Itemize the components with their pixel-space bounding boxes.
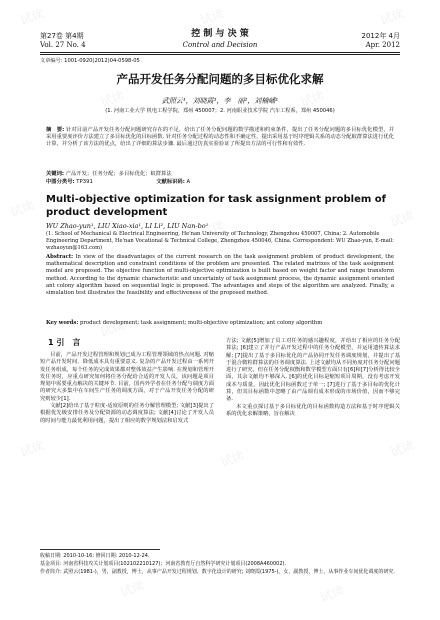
- footnote-received: 收稿日期: 2010-10-16; 修回日期: 2010-12-24.: [40, 553, 150, 559]
- watermark: 试读: [198, 218, 226, 240]
- header-journal-en: Control and Decision: [182, 41, 258, 49]
- body-paragraph: 文献[2]给出了基于粒度-适度原则的任务分解管理模型; 文献[3]提出了根据优先级安排任务及分配资源的动态调度算法; 文献[4]讨论了开发人员的时间与能力最优利用问题，提出了相应的数学规划法和启发式: [40, 403, 214, 424]
- watermark: 试读: [18, 6, 46, 28]
- keywords-cn-label: 关键词:: [46, 171, 65, 177]
- abstract-en-text: In view of the disadvantages of the current research on the task assignment problem of product development, the mathematical description and constraint conditions of the problem are presented. The related matrixes of the task assignment model are proposed. The objective function of multi-objective optimization is built based on weight factor and range transform method. According to the dynamic characteristic and uncertainty of task assignment process, the dynamic assignment oriented ant colony algorithm based on sequential logic is proposed. The advantages and steps of the algorithm are analyzed. Finally, a simulation test illustrates the feasibility and effectiveness of the proposed method.: [46, 254, 394, 297]
- paper-title-cn: 产品开发任务分配问题的多目标优化求解: [116, 72, 324, 86]
- watermark: 试读: [98, 88, 126, 110]
- body-paragraph: 方法; 文献[5]增加了员工对任务的感兴趣程度，并给出了相应的任务分配算法; [6]建立了并行产品开发过程中的任务分配模型，并运用遗传算法求解; [7]提出了基于多目标优化的产品协同开发任务调度规划，并提出了基于混合微粒群算法的任务调度算法. 上述文献均从不同角度对任务分配问题进行了研究，但在任务分配权衡和数学模型方面只有[6]和[7]分析得比较全面，其余文献均不够深入. [6]的优化目标是缩短项目周期，没有考虑开发成本与质量，因此优化目标函数过于单一; [7]进行了基于多目标的优化计算，但其目标函数中忽略了由产品调有成本形成的市场价值，因而不够完备.: [226, 338, 400, 403]
- abstract-cn: [46, 127, 394, 149]
- keywords-cn: [46, 171, 394, 178]
- abstract-cn-text: 针对目前产品开发任务分配问题研究存在的不足，给出了任务分配问题的数学描述和约束条件，提出了任务分配问题的多目标优化模型，并采用重要度评价方法建立了多目标优化的目标函数. 针对任务分配过程的动态性和不确定性，提出采用基于时序逻辑关系的动态分配蚁群算法进行优化计算，并分析了该方法的优点，给出了详细的算法步骤. 最后通过仿真实验验证了所提出方法的可行性和有效性.: [46, 127, 394, 148]
- keywords-cn-text: 产品开发；任务分配；多目标优化；蚁群算法: [65, 171, 172, 177]
- header-rule: [40, 52, 400, 53]
- header-volume-en: Vol. 27 No. 4: [40, 41, 86, 49]
- clc-label: 中图分类号:: [46, 179, 75, 185]
- watermark: 试读: [18, 438, 46, 460]
- header-journal-cn: 控 制 与 决 策: [191, 29, 249, 39]
- body-left-column: [40, 352, 214, 425]
- doc-code-label: 文献标识码:: [156, 179, 185, 185]
- abstract-cn-label: 摘 要:: [46, 127, 65, 133]
- watermark: 试读: [388, 438, 416, 460]
- header-date-cn: 2012年 4月: [361, 32, 400, 40]
- affiliation-en: (1. School of Mechanical & Electrical Engineering, He'nan University of Technology, Zhengzhou 450007, China; 2. Automobile Engineering Department, He'nan Vocational & Technical College, Zhengzhou 450046, China. Correspondent: WU Zhao-yun, E-mail: wzhaoyun@163.com): [46, 231, 394, 251]
- header-date-en: Apr. 2012: [365, 41, 400, 49]
- body-right-column: [226, 338, 400, 418]
- watermark: 试读: [318, 583, 346, 605]
- keywords-en: [46, 320, 394, 327]
- abstract-en-label: Abstract:: [46, 254, 74, 260]
- article-id: 文章编号: 1001-0920(2012)04-0598-05: [40, 58, 140, 64]
- authors-en: WU Zhao-yun¹, LIU Xiao-xia¹, LI Li², LIU Nan-bo¹: [46, 222, 209, 230]
- footnote-fund: 基金项目: 河南省科技攻关计划项目(102102210127)；河南省教育厅自然科学研究计划项目(2008A460002).: [40, 561, 287, 567]
- watermark: 试读: [218, 448, 246, 470]
- watermark: 试读: [388, 208, 416, 230]
- section-heading-intro: 1 引 言: [48, 338, 81, 347]
- abstract-en: [46, 254, 394, 297]
- affiliation-cn: (1. 河南工业大学 机电工程学院，郑州 450007；2. 河南职业技术学院 汽车工程系，郑州 450046): [105, 108, 335, 114]
- watermark: 试读: [118, 578, 146, 600]
- body-paragraph: 目前，产品开发过程管理和规划已成为工程管理领域的热点问题. 对缩短产品开发时间、降低成本具有重要意义. 复杂的产品开发过程由一系列开发任务组成，每个任务的完成效果都对整体效益产生影响. 在规划和管理开发任务时，应重点研究如何将任务分配给合适的开发人员，该问题是项目规划中需要重点解决的关键环节. 目前，国内外学者在任务分配与调度方面的研究大多集中在车间生产任务的调度方面，对于产品开发任务分配的研究则较少[1].: [40, 352, 214, 402]
- clc-value: TP391: [76, 179, 93, 185]
- classification: [46, 179, 394, 186]
- body-paragraph: 本文重点探讨基于多目标优化的目标函数构造方法和基于时序逻辑关系的优化求解策略，旨在解决: [226, 403, 400, 417]
- watermark: 试读: [198, 6, 226, 28]
- keywords-en-label: Key words:: [46, 320, 79, 326]
- watermark: 试读: [378, 6, 406, 28]
- footnote-rule: [40, 549, 160, 550]
- authors-cn: 武照云¹，刘晓霞¹，李 丽²，刘楠嶓¹: [161, 97, 279, 105]
- watermark: 试读: [98, 318, 126, 340]
- header-volume-cn: 第27卷 第4期: [40, 32, 84, 40]
- watermark: 试读: [8, 198, 36, 220]
- footnote-bio: 作者简介: 武照云(1981-)，男，副教授，博士，从事产品开发过程规划、数字化设计的研究; 刘晓霞(1975-)，女，副教授，博士，从事作业车间优化调度的研究.: [40, 569, 396, 575]
- doc-code-value: A: [186, 179, 191, 185]
- watermark: 试读: [298, 328, 326, 350]
- watermark: 试读: [298, 88, 326, 110]
- paper-title-en: Multi-objective optimization for task assignment problem of product development: [46, 194, 386, 218]
- header-rule-thin: [40, 54, 400, 55]
- keywords-en-text: product development; task assignment; multi-objective optimization; ant colony algorithm: [80, 320, 323, 326]
